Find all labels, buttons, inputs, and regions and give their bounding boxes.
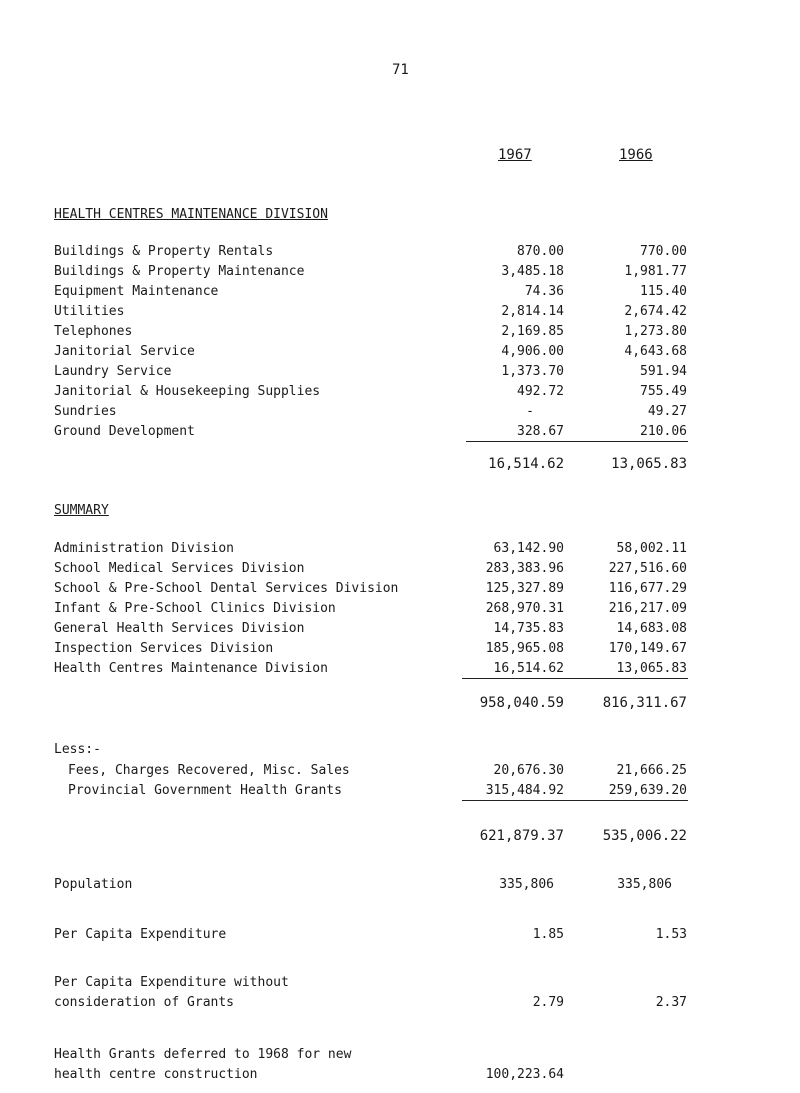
- value-1966: 216,217.09: [608, 601, 687, 616]
- net-total-1967: 621,879.37: [479, 828, 564, 844]
- value-1966: 49.27: [647, 404, 687, 419]
- value-1967: 268,970.31: [485, 601, 564, 616]
- total-rule: [466, 441, 688, 442]
- net-total-1966: 535,006.22: [602, 828, 687, 844]
- value-1966: 755.49: [640, 384, 687, 399]
- row-label: Janitorial Service: [54, 344, 195, 359]
- value-1967: 328.67: [517, 424, 564, 439]
- row-label: Laundry Service: [54, 364, 172, 379]
- maintenance-heading: HEALTH CENTRES MAINTENANCE DIVISION: [54, 207, 328, 222]
- row-label: Infant & Pre-School Clinics Division: [54, 601, 336, 616]
- value-1966: 4,643.68: [624, 344, 687, 359]
- population-1966: 335,806: [617, 877, 672, 892]
- value-1966: 591.94: [640, 364, 687, 379]
- deferred-label-1: Health Grants deferred to 1968 for new: [54, 1047, 352, 1062]
- row-label: General Health Services Division: [54, 621, 305, 636]
- row-label: Provincial Government Health Grants: [68, 783, 342, 798]
- value-1966: 210.06: [640, 424, 687, 439]
- value-1966: 58,002.11: [616, 541, 687, 556]
- deferred-1967: 100,223.64: [485, 1067, 564, 1082]
- value-1967: 63,142.90: [493, 541, 564, 556]
- year-header-1967: 1967: [498, 147, 532, 163]
- value-1966: 116,677.29: [608, 581, 687, 596]
- value-1967: 492.72: [517, 384, 564, 399]
- value-1966: 1,981.77: [624, 264, 687, 279]
- row-label: Inspection Services Division: [54, 641, 274, 656]
- value-1966: 227,516.60: [608, 561, 687, 576]
- per-capita-1966: 1.53: [655, 927, 687, 942]
- summary-total-1966: 816,311.67: [602, 695, 687, 711]
- value-1967: 2,814.14: [501, 304, 564, 319]
- maintenance-total-1967: 16,514.62: [488, 456, 564, 472]
- value-1967: 20,676.30: [493, 763, 564, 778]
- per-capita-1967: 1.85: [532, 927, 564, 942]
- year-header-1966: 1966: [619, 147, 653, 163]
- summary-heading: SUMMARY: [54, 503, 109, 518]
- population-1967: 335,806: [499, 877, 554, 892]
- deferred-label-2: health centre construction: [54, 1067, 258, 1082]
- row-label: School Medical Services Division: [54, 561, 305, 576]
- maintenance-total-1966: 13,065.83: [611, 456, 687, 472]
- row-label: Administration Division: [54, 541, 235, 556]
- row-label: Health Centres Maintenance Division: [54, 661, 328, 676]
- row-label: Utilities: [54, 304, 125, 319]
- row-label: Fees, Charges Recovered, Misc. Sales: [68, 763, 350, 778]
- value-1966: 259,639.20: [608, 783, 687, 798]
- value-1967: 125,327.89: [485, 581, 564, 596]
- value-1967: 185,965.08: [485, 641, 564, 656]
- less-heading: Less:-: [54, 742, 101, 757]
- value-1966: 770.00: [640, 244, 687, 259]
- row-label: Buildings & Property Maintenance: [54, 264, 305, 279]
- row-label: Ground Development: [54, 424, 195, 439]
- value-1966: 13,065.83: [616, 661, 687, 676]
- value-1967: 1,373.70: [501, 364, 564, 379]
- value-1966: 170,149.67: [608, 641, 687, 656]
- per-capita-no-grants-label-1: Per Capita Expenditure without: [54, 975, 289, 990]
- value-1967: 3,485.18: [501, 264, 564, 279]
- population-label: Population: [54, 877, 133, 892]
- value-1967: 74.36: [524, 284, 564, 299]
- value-1967: -: [526, 404, 534, 419]
- value-1967: 283,383.96: [485, 561, 564, 576]
- summary-total-1967: 958,040.59: [479, 695, 564, 711]
- per-capita-label: Per Capita Expenditure: [54, 927, 227, 942]
- row-label: Sundries: [54, 404, 117, 419]
- per-capita-no-grants-1967: 2.79: [532, 995, 564, 1010]
- value-1966: 115.40: [640, 284, 687, 299]
- total-rule: [462, 678, 688, 679]
- row-label: Equipment Maintenance: [54, 284, 219, 299]
- value-1967: 14,735.83: [493, 621, 564, 636]
- value-1966: 14,683.08: [616, 621, 687, 636]
- value-1966: 2,674.42: [624, 304, 687, 319]
- row-label: School & Pre-School Dental Services Division: [54, 581, 399, 596]
- page-number: 71: [392, 62, 409, 78]
- value-1967: 4,906.00: [501, 344, 564, 359]
- per-capita-no-grants-label-2: consideration of Grants: [54, 995, 235, 1010]
- row-label: Buildings & Property Rentals: [54, 244, 274, 259]
- row-label: Telephones: [54, 324, 133, 339]
- value-1966: 21,666.25: [616, 763, 687, 778]
- value-1967: 315,484.92: [485, 783, 564, 798]
- total-rule: [462, 800, 688, 801]
- value-1967: 2,169.85: [501, 324, 564, 339]
- per-capita-no-grants-1966: 2.37: [655, 995, 687, 1010]
- row-label: Janitorial & Housekeeping Supplies: [54, 384, 321, 399]
- value-1967: 16,514.62: [493, 661, 564, 676]
- value-1967: 870.00: [517, 244, 564, 259]
- value-1966: 1,273.80: [624, 324, 687, 339]
